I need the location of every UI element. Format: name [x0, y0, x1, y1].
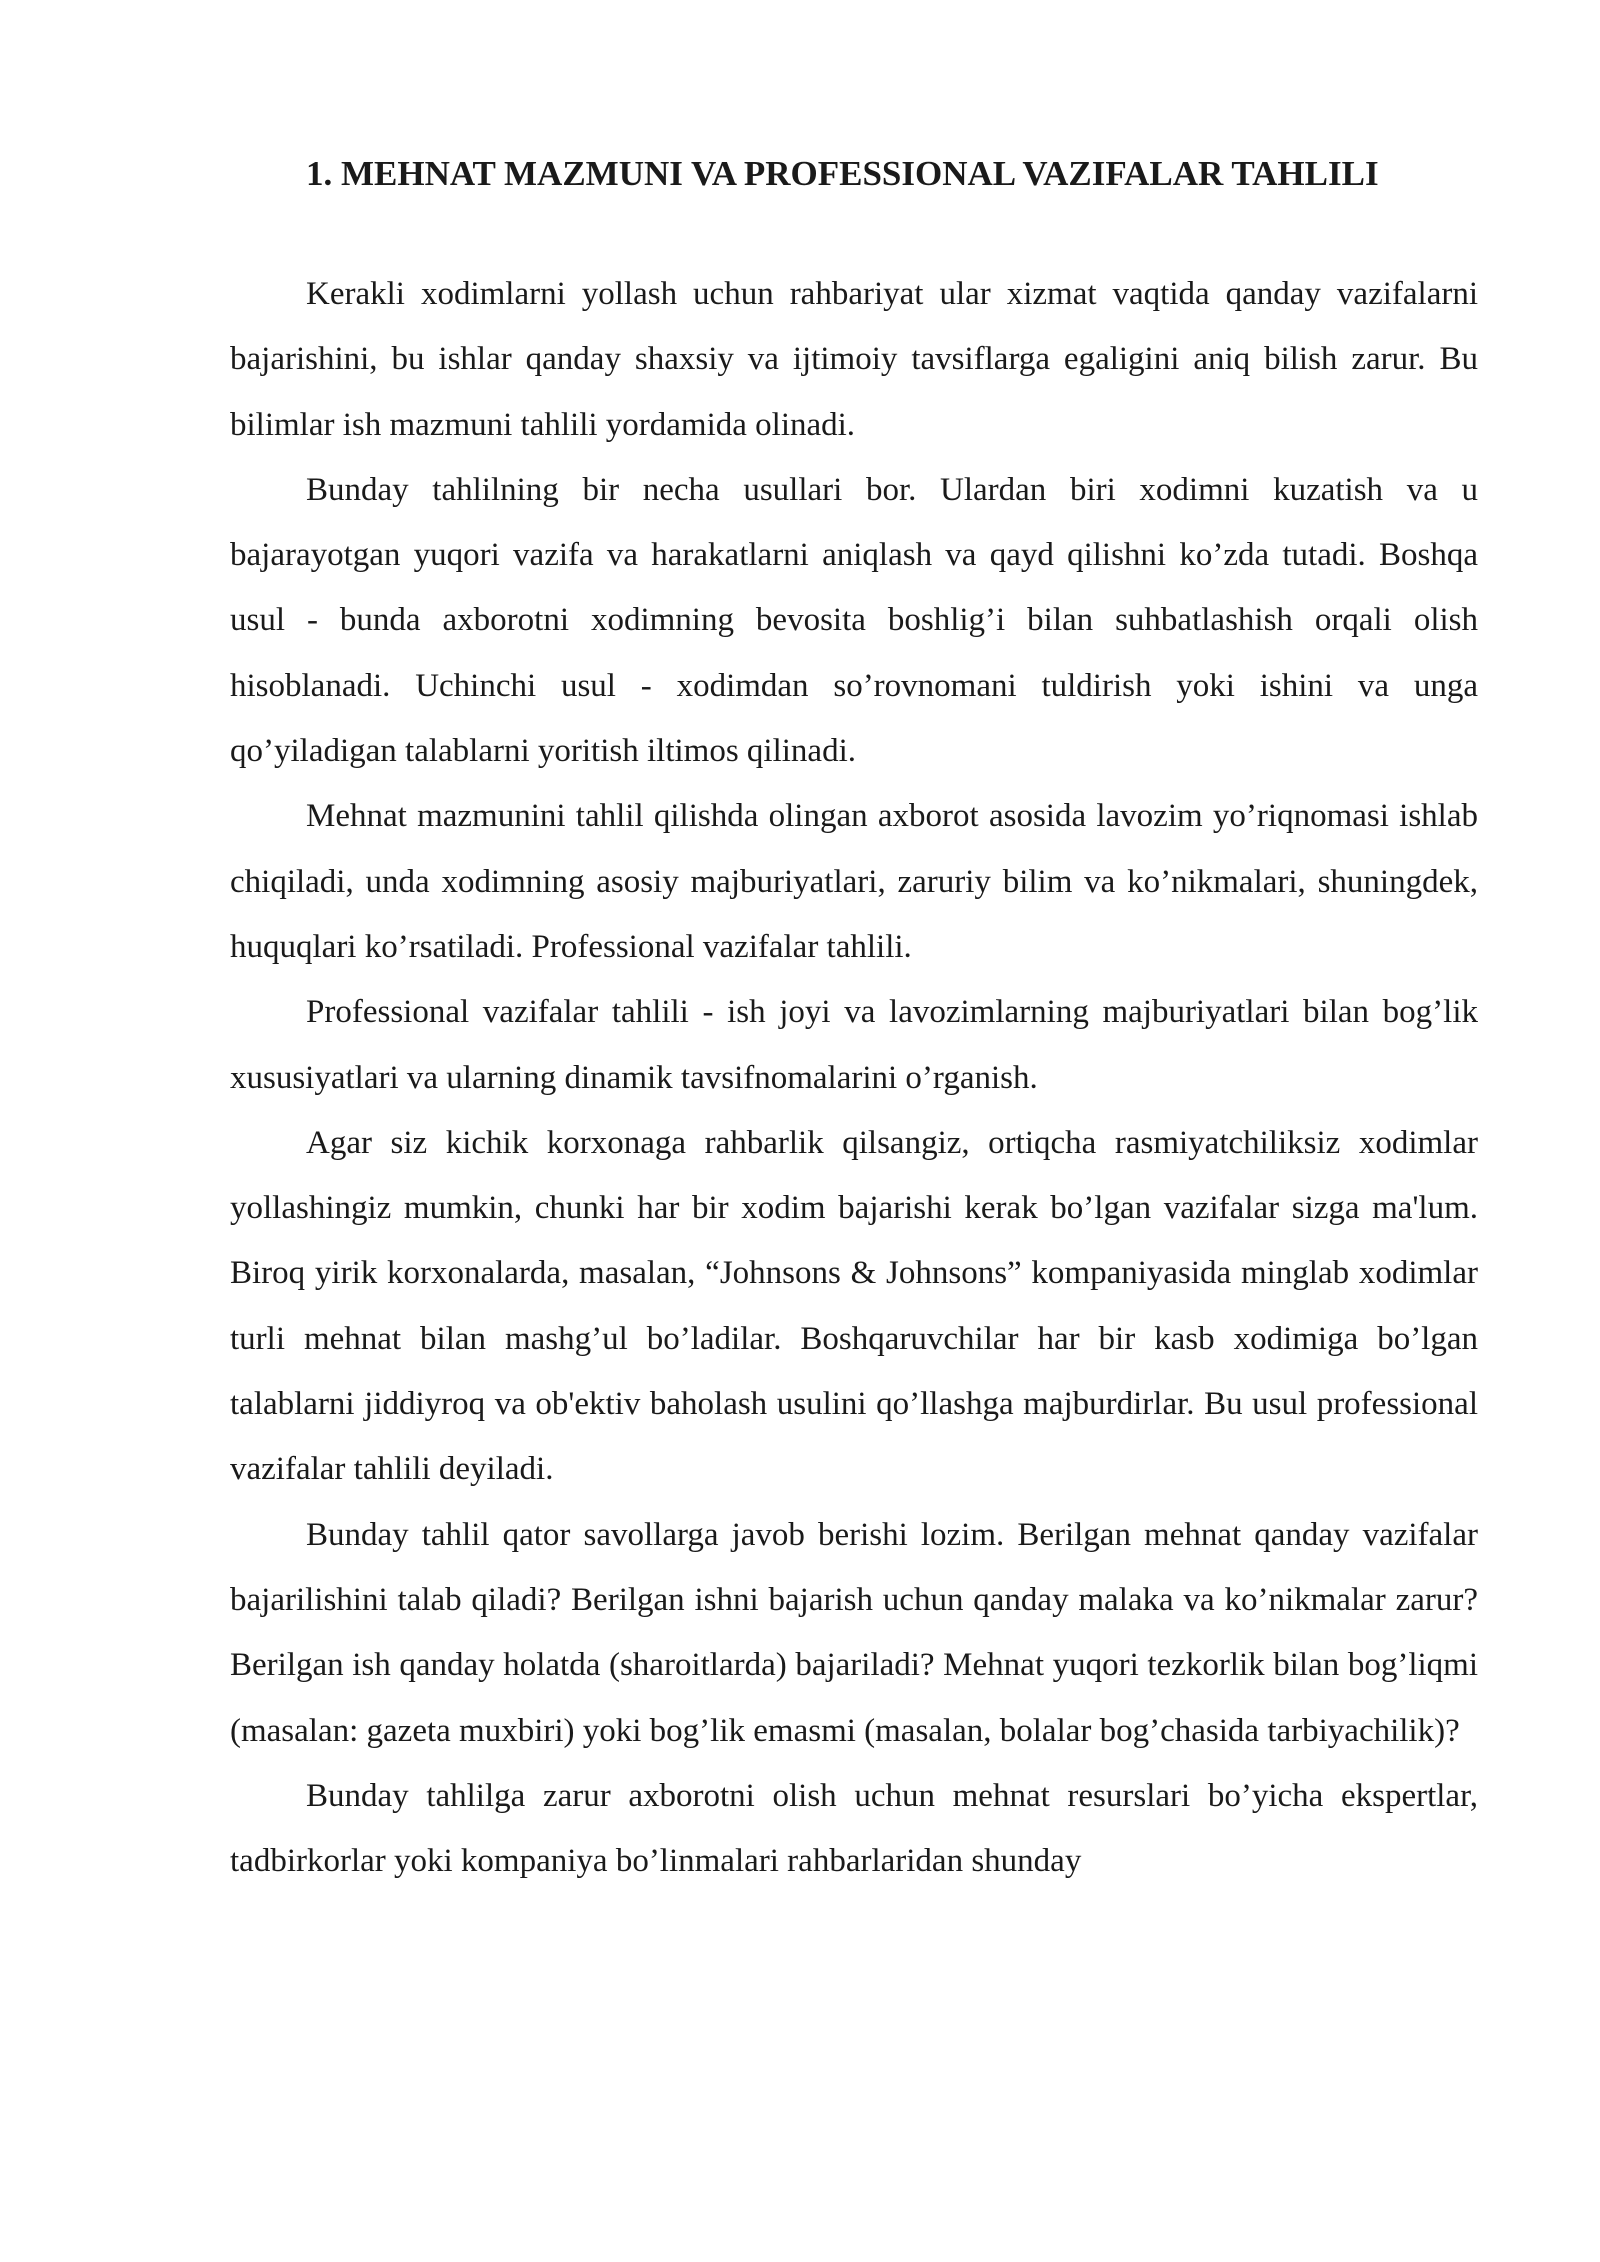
paragraph-7: Bunday tahlilga zarur axborotni olish uchun mehnat resurslari bo’yicha ekspertlar, tadbirkorlar yoki kompaniya bo’linmalari rahbarlaridan shunday [230, 1777, 1478, 1880]
paragraph-1: Kerakli xodimlarni yollash uchun rahbariyat ular xizmat vaqtida qanday vazifalarni bajarishini, bu ishlar qanday shaxsiy va ijtimoiy tavsiflarga egaligini aniq bilish zarur. Bu bilimlar ish mazmuni tahlili yordamida olinadi. [230, 276, 1478, 443]
paragraph-2: Bunday tahlilning bir necha usullari bor. Ulardan biri xodimni kuzatish va u bajarayotgan yuqori vazifa va harakatlarni aniqlash va qayd qilishni ko’zda tutadi. Boshqa usul - bunda axborotni xodimning bevosita boshlig’i bilan suhbatlashish orqali olish hisoblanadi. Uchinchi usul - xodimdan so’rovnomani tuldirish yoki ishini va unga qo’yiladigan talablarni yoritish iltimos qilinadi. [230, 471, 1478, 770]
paragraph-5: Agar siz kichik korxonaga rahbarlik qilsangiz, ortiqcha rasmiyatchiliksiz xodimlar yollashingiz mumkin, chunki har bir xodim bajarishi kerak bo’lgan vazifalar sizga ma'lum. Biroq yirik korxonalarda, masalan, “Johnsons & Johnsons” kompaniyasida minglab xodimlar turli mehnat bilan mashg’ul bo’ladilar. Boshqaruvchilar har bir kasb xodimiga bo’lgan talablarni jiddiyroq va ob'ektiv baholash usulini qo’llashga majburdirlar. Bu usul professional vazifalar tahlili deyiladi. [230, 1124, 1478, 1488]
paragraph-3: Mehnat mazmunini tahlil qilishda olingan axborot asosida lavozim yo’riqnomasi ishlab chiqiladi, unda xodimning asosiy majburiyatlari, zaruriy bilim va ko’nikmalari, shuningdek, huquqlari ko’rsatiladi. Professional vazifalar tahlili. [230, 798, 1478, 965]
document-title: 1. MEHNAT MAZMUNI VA PROFESSIONAL VAZIFALAR TAHLILI [306, 154, 1379, 193]
paragraph-6: Bunday tahlil qator savollarga javob berishi lozim. Berilgan mehnat qanday vazifalar bajarilishini talab qiladi? Berilgan ishni bajarish uchun qanday malaka va ko’nikmalar zarur? Berilgan ish qanday holatda (sharoitlarda) bajariladi? Mehnat yuqori tezkorlik bilan bog’liqmi (masalan: gazeta muxbiri) yoki bog’lik emasmi (masalan, bolalar bog’chasida tarbiyachilik)? [230, 1516, 1478, 1749]
document-body [230, 150, 1478, 1894]
paragraph-4: Professional vazifalar tahlili - ish joyi va lavozimlarning majburiyatlari bilan bog’lik xususiyatlari va ularning dinamik tavsifnomalarini o’rganish. [230, 994, 1478, 1096]
